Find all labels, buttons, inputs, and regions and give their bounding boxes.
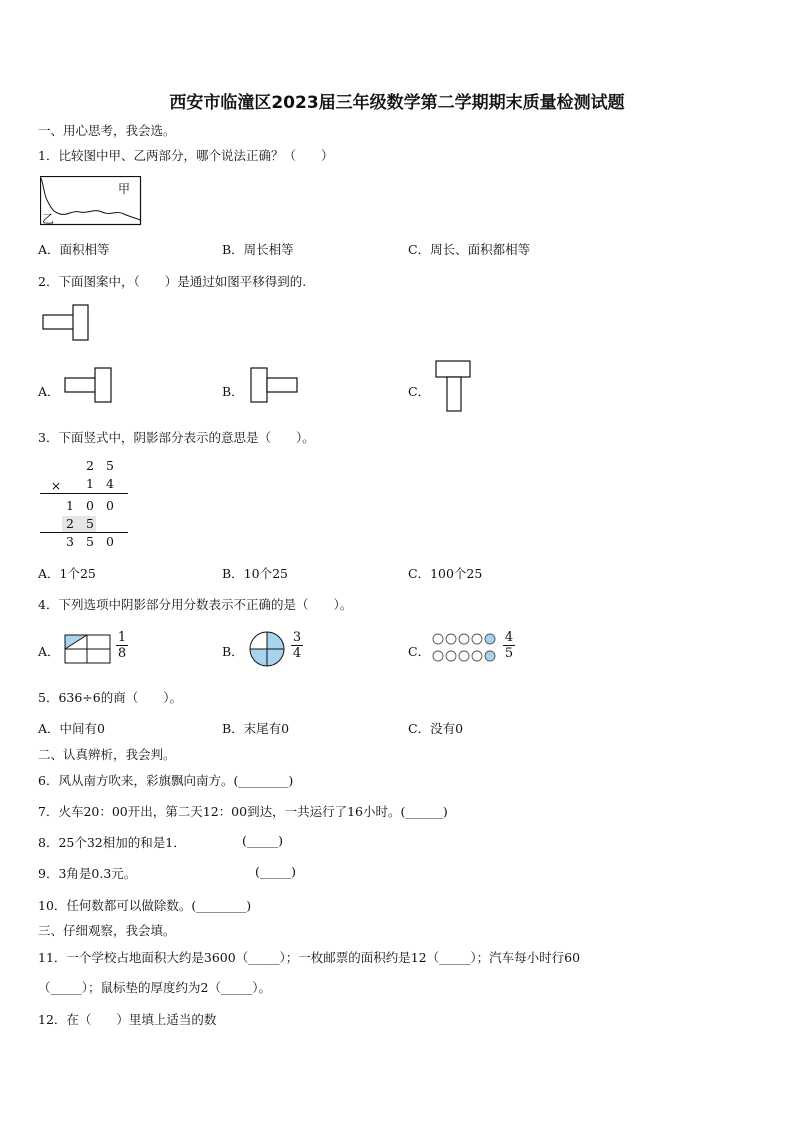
question-10: 10．任何数都可以做除数。(________) xyxy=(38,898,252,913)
calc-digit: 4 xyxy=(106,476,114,491)
q4-option-c-figure xyxy=(432,632,498,668)
section-1-heading: 一、用心思考，我会选。 xyxy=(38,123,176,138)
calc-digit: 5 xyxy=(106,458,114,473)
fraction-c-numerator: 4 xyxy=(504,630,514,645)
question-3: 3．下面竖式中，阴影部分表示的意思是（ ）。 xyxy=(38,430,315,445)
q1-option-c[interactable]: C．周长、面积都相等 xyxy=(408,242,531,257)
question-11-line-1: 11．一个学校占地面积大约是3600（_____）；一枚邮票的面积约是12（_____）；汽车每小时行60 xyxy=(38,950,581,965)
calc-digit: 2 xyxy=(86,458,94,473)
question-2: 2．下面图案中，（ ）是通过如图平移得到的. xyxy=(38,274,307,289)
question-5: 5．636÷6的商（ ）。 xyxy=(38,690,182,705)
q2-option-b[interactable]: B． xyxy=(222,384,244,399)
q4-option-a-figure xyxy=(64,634,112,668)
section-3-heading: 三、仔细观察，我会填。 xyxy=(38,923,176,938)
question-9: 9．3角是0.3元。 xyxy=(38,866,137,881)
label-jia: 甲 xyxy=(118,182,131,196)
q5-option-c[interactable]: C．没有0 xyxy=(408,721,464,736)
q2-option-a[interactable]: A． xyxy=(38,384,60,399)
fraction-c-denominator: 5 xyxy=(504,646,514,661)
label-yi: 乙 xyxy=(42,212,55,226)
calc-digit: 0 xyxy=(106,498,114,513)
q3-option-a[interactable]: A．1个25 xyxy=(38,566,96,581)
q3-option-c[interactable]: C．100个25 xyxy=(408,566,483,581)
q2-option-b-figure xyxy=(250,367,302,409)
fraction-a-denominator: 8 xyxy=(117,646,127,661)
q1-option-b[interactable]: B．周长相等 xyxy=(222,242,294,257)
calc-digit: 1 xyxy=(66,498,74,513)
question-1: 1．比较图中甲、乙两部分，哪个说法正确？（ ） xyxy=(38,148,334,163)
question-4: 4．下列选项中阴影部分用分数表示不正确的是（ ）。 xyxy=(38,597,353,612)
question-7: 7．火车20：00开出，第二天12：00到达，一共运行了16小时。(______) xyxy=(38,804,448,819)
question-12: 12．在（ ）里填上适当的数 xyxy=(38,1012,217,1027)
question-11-line-2: （_____）；鼠标垫的厚度约为2（_____）。 xyxy=(38,980,271,995)
calc-rule xyxy=(40,493,128,494)
calc-rule xyxy=(40,532,128,533)
calc-digit: 0 xyxy=(86,498,94,513)
fraction-b-denominator: 4 xyxy=(292,646,302,661)
q2-reference-figure xyxy=(42,304,102,346)
calc-digit: 2 xyxy=(66,516,74,531)
fraction-b xyxy=(291,630,303,661)
fraction-a xyxy=(116,630,128,661)
section-2-heading: 二、认真辨析，我会判。 xyxy=(38,747,176,762)
q5-option-a[interactable]: A．中间有0 xyxy=(38,721,105,736)
calc-digit: 5 xyxy=(86,534,94,549)
q3-option-b[interactable]: B．10个25 xyxy=(222,566,288,581)
page-title: 西安市临潼区2023届三年级数学第二学期期末质量检测试题 xyxy=(169,93,625,113)
q1-figure xyxy=(40,176,142,226)
question-9-blank[interactable]: (_____) xyxy=(255,864,297,879)
q4-option-b-figure xyxy=(249,631,285,671)
calc-digit: 3 xyxy=(66,534,74,549)
q2-option-c[interactable]: C． xyxy=(408,384,431,399)
question-8: 8．25个32相加的和是1． xyxy=(38,835,186,850)
question-8-blank[interactable]: (_____) xyxy=(242,833,284,848)
calc-digit: 0 xyxy=(106,534,114,549)
vertical-multiplication xyxy=(40,456,132,556)
q4-option-c[interactable]: C． xyxy=(408,644,431,659)
q2-option-a-figure xyxy=(64,367,116,409)
q2-option-c-figure xyxy=(434,360,474,418)
q4-option-b[interactable]: B． xyxy=(222,644,244,659)
question-6: 6．风从南方吹来，彩旗飘向南方。(________) xyxy=(38,773,294,788)
q4-option-a[interactable]: A． xyxy=(38,644,60,659)
q1-option-a[interactable]: A．面积相等 xyxy=(38,242,110,257)
q5-option-b[interactable]: B．末尾有0 xyxy=(222,721,290,736)
fraction-b-numerator: 3 xyxy=(292,630,302,645)
multiply-sign: × xyxy=(50,478,62,493)
fraction-a-numerator: 1 xyxy=(117,630,127,645)
calc-digit: 5 xyxy=(86,516,94,531)
calc-digit: 1 xyxy=(86,476,94,491)
fraction-c xyxy=(503,630,515,661)
